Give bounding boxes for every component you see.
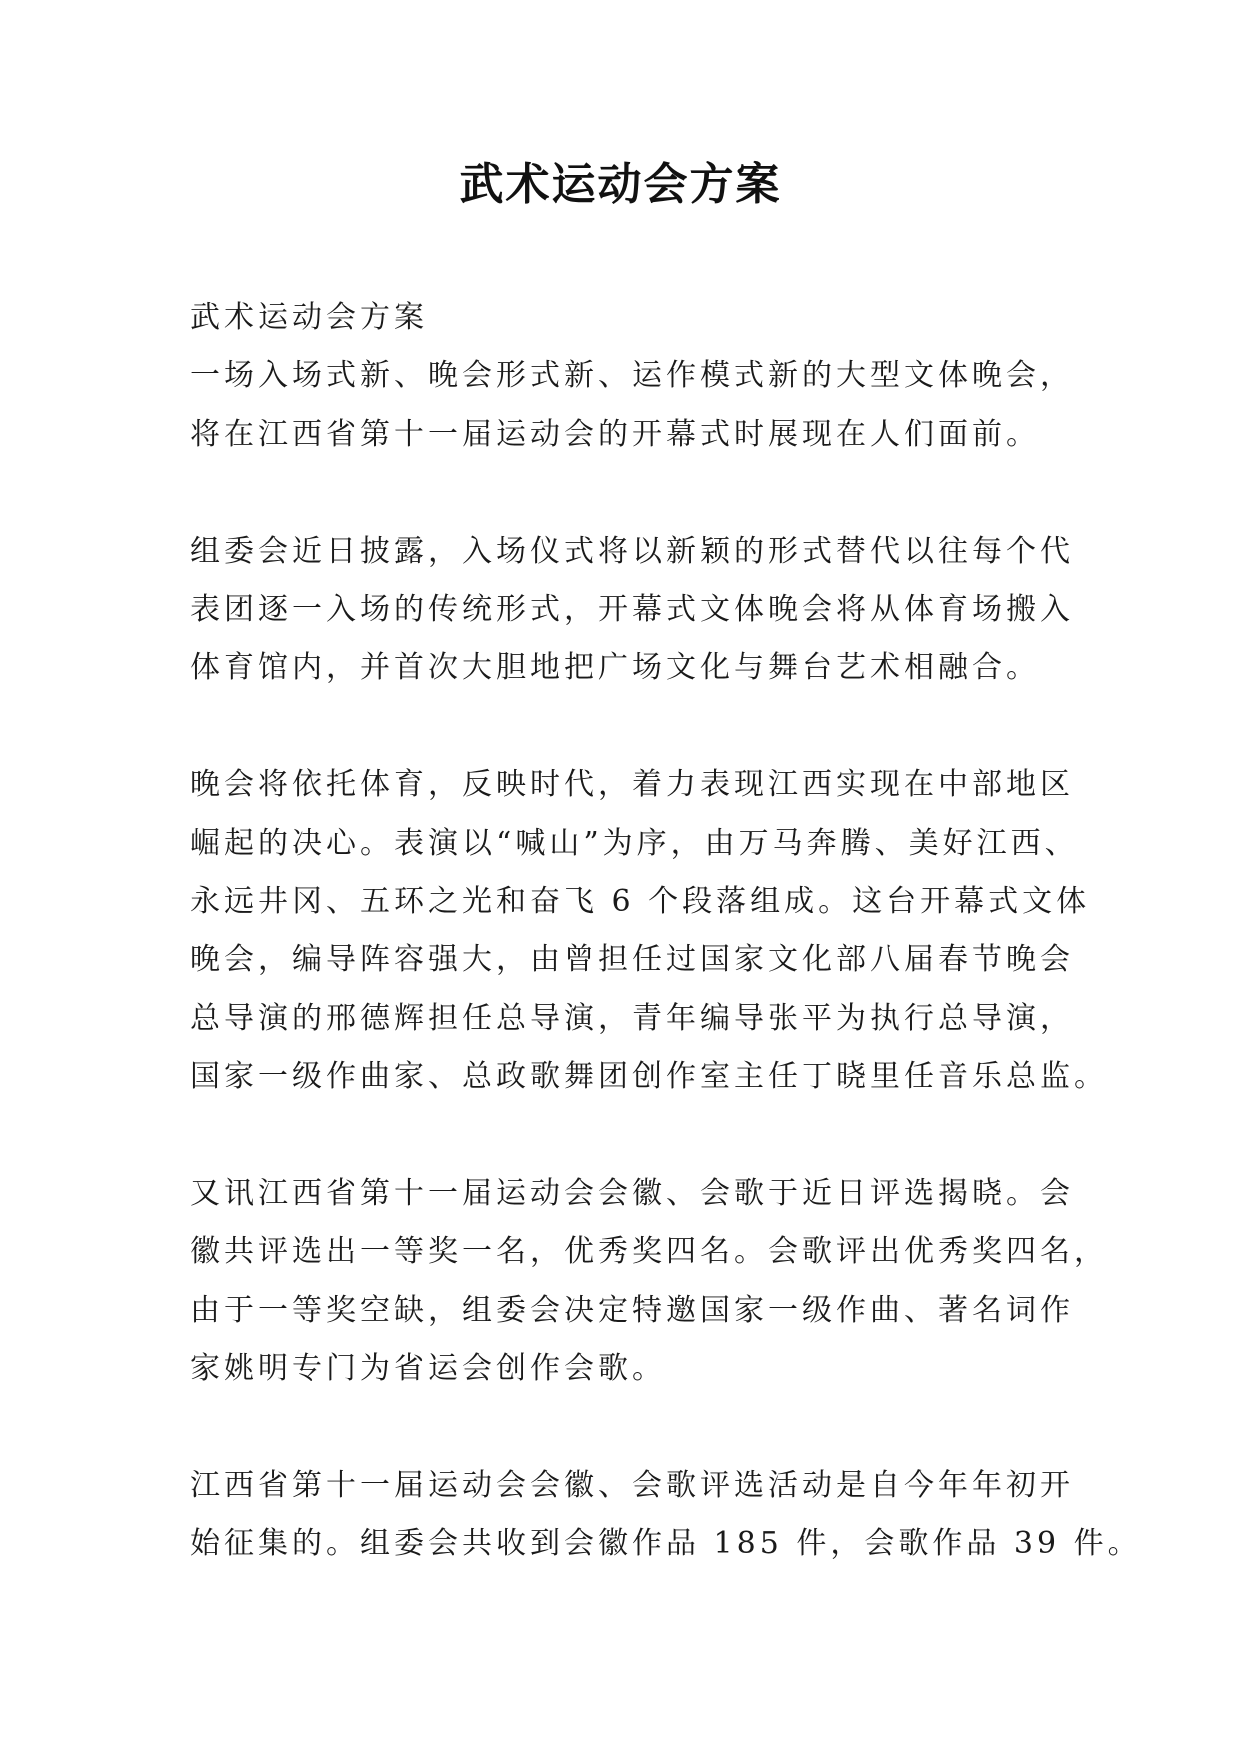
paragraph-line: 江西省第十一届运动会会徽、会歌评选活动是自今年年初开 [190, 1467, 1074, 1503]
paragraph-line: 国家一级作曲家、总政歌舞团创作室主任丁晓里任音乐总监。 [190, 1059, 1108, 1095]
paragraph-4 [190, 1165, 1200, 1399]
paragraph-line: 始征集的。组委会共收到会徽作品 185 件，会歌作品 39 件。 [190, 1526, 1142, 1562]
document-title: 武术运动会方案 [459, 159, 782, 210]
paragraph-line: 由于一等奖空缺，组委会决定特邀国家一级作曲、著名词作 [190, 1292, 1074, 1328]
paragraph-line: 永远井冈、五环之光和奋飞 6 个段落组成。这台开幕式文体 [190, 883, 1091, 919]
paragraph-1 [190, 289, 1200, 464]
paragraph-5 [190, 1457, 1200, 1574]
paragraph-line: 晚会，编导阵容强大，由曾担任过国家文化部八届春节晚会 [190, 942, 1074, 978]
paragraph-3 [190, 756, 1200, 1106]
paragraph-line: 晚会将依托体育，反映时代，着力表现江西实现在中部地区 [190, 767, 1074, 803]
paragraph-line: 崛起的决心。表演以“喊山”为序，由万马奔腾、美好江西、 [190, 825, 1079, 861]
paragraph-line: 家姚明专门为省运会创作会歌。 [190, 1351, 666, 1387]
document-body [190, 289, 1200, 1574]
paragraph-line: 一场入场式新、晚会形式新、运作模式新的大型文体晚会， [190, 358, 1074, 394]
paragraph-2 [190, 523, 1200, 698]
paragraph-line: 表团逐一入场的传统形式，开幕式文体晚会将从体育场搬入 [190, 591, 1074, 627]
paragraph-line: 又讯江西省第十一届运动会会徽、会歌于近日评选揭晓。会 [190, 1175, 1074, 1211]
paragraph-line: 徽共评选出一等奖一名，优秀奖四名。会歌评出优秀奖四名， [190, 1234, 1108, 1270]
paragraph-line: 总导演的邢德辉担任总导演，青年编导张平为执行总导演， [190, 1000, 1074, 1036]
paragraph-line: 组委会近日披露，入场仪式将以新颖的形式替代以往每个代 [190, 533, 1074, 569]
paragraph-line: 将在江西省第十一届运动会的开幕式时展现在人们面前。 [190, 416, 1040, 452]
paragraph-line: 体育馆内，并首次大胆地把广场文化与舞台艺术相融合。 [190, 650, 1040, 686]
paragraph-line: 武术运动会方案 [190, 300, 428, 335]
